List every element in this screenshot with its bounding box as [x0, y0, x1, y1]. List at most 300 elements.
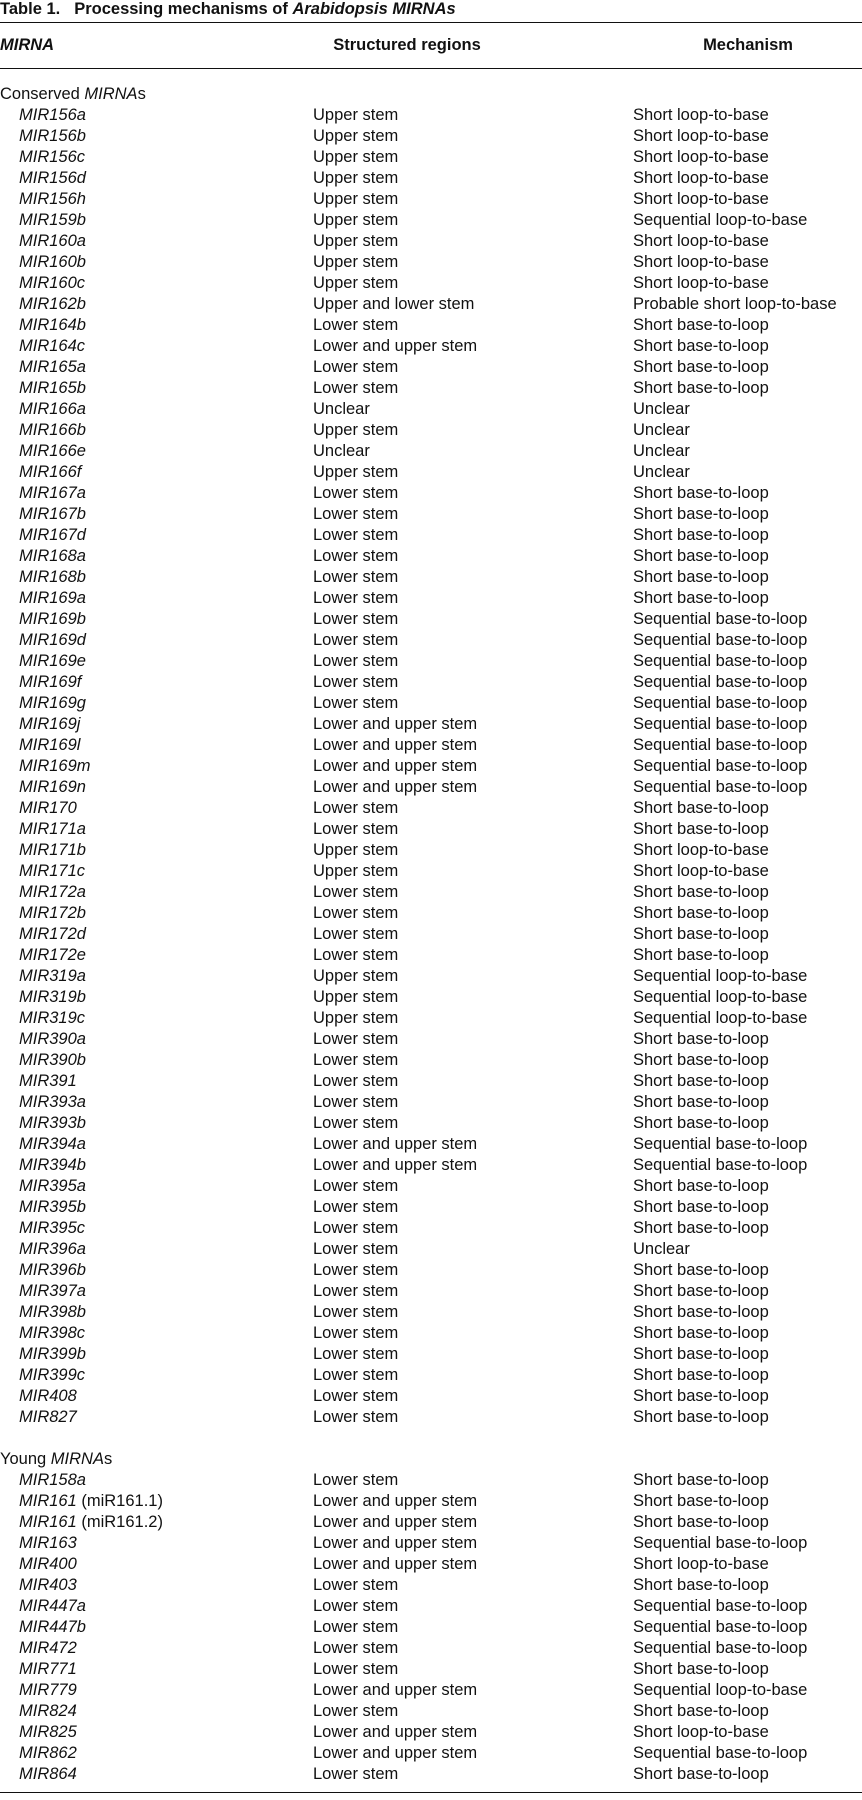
cell-structured-region: Lower and upper stem — [313, 715, 478, 733]
cell-mechanism: Sequential base-to-loop — [633, 673, 808, 691]
cell-mirna — [19, 126, 86, 147]
cell-mirna — [19, 1071, 77, 1092]
cell-structured-region: Lower and upper stem — [313, 1744, 478, 1762]
group-title-prefix: Young — [0, 1450, 51, 1468]
cell-mechanism: Sequential loop-to-base — [633, 1681, 808, 1699]
mirna-name: MIR447b — [19, 1618, 86, 1636]
mirna-name: MIR165b — [19, 379, 86, 397]
group-title-suffix: s — [137, 85, 146, 103]
cell-mechanism: Short loop-to-base — [633, 841, 769, 859]
cell-mechanism: Short base-to-loop — [633, 820, 769, 838]
cell-mirna — [19, 1029, 86, 1050]
cell-mirna — [19, 1701, 77, 1722]
mirna-name: MIR172d — [19, 925, 86, 943]
cell-mirna — [19, 1113, 86, 1134]
cell-mechanism: Short base-to-loop — [633, 1702, 769, 1720]
table-row — [0, 1575, 862, 1596]
column-header-regions: Structured regions — [333, 36, 481, 54]
cell-mechanism: Short loop-to-base — [633, 274, 769, 292]
cell-structured-region: Upper stem — [313, 127, 399, 145]
cell-structured-region: Lower stem — [313, 652, 399, 670]
cell-mechanism: Unclear — [633, 421, 690, 439]
cell-mirna — [19, 777, 86, 798]
cell-mirna — [19, 546, 86, 567]
mirna-name: MIR169j — [19, 715, 81, 733]
cell-structured-region: Lower stem — [313, 1324, 399, 1342]
cell-mechanism: Short base-to-loop — [633, 799, 769, 817]
cell-mirna — [19, 1092, 86, 1113]
table-row — [0, 1050, 862, 1071]
table-row — [0, 483, 862, 504]
table-row — [0, 966, 862, 987]
table-row — [0, 273, 862, 294]
table-row — [0, 1071, 862, 1092]
table-row — [0, 945, 862, 966]
cell-mirna — [19, 378, 86, 399]
table-caption-italic: Arabidopsis MIRNAs — [292, 0, 456, 18]
cell-mirna — [19, 1260, 86, 1281]
cell-mirna — [19, 735, 80, 756]
cell-structured-region: Upper stem — [313, 169, 399, 187]
mirna-name: MIR395c — [19, 1219, 86, 1237]
table-row — [0, 777, 862, 798]
cell-mirna — [19, 1050, 86, 1071]
cell-mechanism: Short base-to-loop — [633, 526, 769, 544]
table-row — [0, 588, 862, 609]
table-row — [0, 1743, 862, 1764]
cell-mechanism: Short base-to-loop — [633, 568, 769, 586]
table-row — [0, 672, 862, 693]
cell-mirna — [19, 1722, 77, 1743]
cell-mirna — [19, 1512, 163, 1533]
cell-structured-region: Upper stem — [313, 1009, 399, 1027]
cell-mirna — [19, 672, 81, 693]
table-row — [0, 1092, 862, 1113]
group-title — [0, 1449, 862, 1470]
cell-mirna — [19, 588, 86, 609]
cell-structured-region: Lower and upper stem — [313, 1681, 478, 1699]
cell-mirna — [19, 336, 85, 357]
cell-structured-region: Lower stem — [313, 883, 399, 901]
cell-structured-region: Lower and upper stem — [313, 757, 478, 775]
cell-mirna — [19, 1596, 86, 1617]
mirna-name: MIR399b — [19, 1345, 86, 1363]
cell-mechanism: Short base-to-loop — [633, 1366, 769, 1384]
cell-mechanism: Short loop-to-base — [633, 190, 769, 208]
cell-mechanism: Short loop-to-base — [633, 1723, 769, 1741]
table-row — [0, 1596, 862, 1617]
cell-structured-region: Lower stem — [313, 568, 399, 586]
cell-structured-region: Lower stem — [313, 631, 399, 649]
cell-mirna — [19, 231, 86, 252]
table-row — [0, 693, 862, 714]
table-row — [0, 1680, 862, 1701]
mirna-name: MIR396a — [19, 1240, 86, 1258]
mirna-name: MIR159b — [19, 211, 86, 229]
mirna-name: MIR162b — [19, 295, 86, 313]
cell-mirna — [19, 1575, 77, 1596]
table-row — [0, 126, 862, 147]
cell-mechanism: Short base-to-loop — [633, 316, 769, 334]
cell-structured-region: Lower stem — [313, 820, 399, 838]
mirna-name: MIR319c — [19, 1009, 86, 1027]
mirna-name: MIR390b — [19, 1051, 86, 1069]
cell-structured-region: Lower stem — [313, 1366, 399, 1384]
cell-structured-region: Upper stem — [313, 967, 399, 985]
cell-mirna — [19, 861, 85, 882]
cell-mechanism: Short base-to-loop — [633, 1030, 769, 1048]
cell-mechanism: Short base-to-loop — [633, 925, 769, 943]
cell-structured-region: Lower stem — [313, 799, 399, 817]
cell-mirna — [19, 273, 85, 294]
cell-structured-region: Lower stem — [313, 484, 399, 502]
table-row — [0, 798, 862, 819]
table-row — [0, 1470, 862, 1491]
cell-mirna — [19, 1239, 86, 1260]
cell-mirna — [19, 1365, 85, 1386]
cell-mechanism: Short loop-to-base — [633, 169, 769, 187]
mirna-name: MIR393b — [19, 1114, 86, 1132]
cell-structured-region: Lower and upper stem — [313, 337, 478, 355]
table-row — [0, 294, 862, 315]
cell-mechanism: Short base-to-loop — [633, 1345, 769, 1363]
mirna-name: MIR169a — [19, 589, 86, 607]
mirna-name: MIR172e — [19, 946, 86, 964]
cell-mechanism: Short loop-to-base — [633, 106, 769, 124]
cell-mirna — [19, 987, 86, 1008]
cell-structured-region: Unclear — [313, 442, 370, 460]
mirna-name: MIR158a — [19, 1471, 86, 1489]
mirna-extra: (miR161.2) — [76, 1513, 163, 1531]
mirna-name: MIR447a — [19, 1597, 86, 1615]
cell-mechanism: Sequential base-to-loop — [633, 652, 808, 670]
cell-structured-region: Lower and upper stem — [313, 1723, 478, 1741]
table-row — [0, 1239, 862, 1260]
mirna-name: MIR161 — [19, 1492, 77, 1510]
cell-mechanism: Short base-to-loop — [633, 547, 769, 565]
cell-mirna — [19, 567, 86, 588]
table-row — [0, 1722, 862, 1743]
table-body — [0, 84, 862, 1785]
cell-structured-region: Lower stem — [313, 1408, 399, 1426]
group-title — [0, 84, 862, 105]
mirna-name: MIR399c — [19, 1366, 86, 1384]
table-row — [0, 441, 862, 462]
mirna-name: MIR824 — [19, 1702, 77, 1720]
cell-mechanism: Short base-to-loop — [633, 1303, 769, 1321]
cell-mirna — [19, 1659, 77, 1680]
mirna-name: MIR166b — [19, 421, 86, 439]
mirna-name: MIR165a — [19, 358, 86, 376]
cell-structured-region: Lower stem — [313, 358, 399, 376]
cell-mechanism: Probable short loop-to-base — [633, 295, 837, 313]
cell-mirna — [19, 1386, 77, 1407]
table-row — [0, 357, 862, 378]
cell-structured-region: Lower stem — [313, 673, 399, 691]
cell-mirna — [19, 105, 86, 126]
cell-structured-region: Lower stem — [313, 1093, 399, 1111]
group-title-italic: MIRNA — [84, 85, 138, 103]
cell-structured-region: Lower and upper stem — [313, 1492, 478, 1510]
table-row — [0, 210, 862, 231]
cell-mirna — [19, 1134, 86, 1155]
table-row — [0, 1701, 862, 1722]
table-row — [0, 924, 862, 945]
cell-mirna — [19, 483, 86, 504]
mirna-name: MIR397a — [19, 1282, 86, 1300]
cell-structured-region: Lower and upper stem — [313, 736, 478, 754]
cell-mechanism: Sequential loop-to-base — [633, 967, 808, 985]
table-row — [0, 651, 862, 672]
cell-mirna — [19, 1197, 86, 1218]
mirna-name: MIR164b — [19, 316, 86, 334]
cell-mechanism: Sequential base-to-loop — [633, 631, 808, 649]
table-row — [0, 315, 862, 336]
cell-structured-region: Upper stem — [313, 988, 399, 1006]
table-row — [0, 1155, 862, 1176]
mirna-name: MIR169m — [19, 757, 91, 775]
cell-mirna — [19, 1638, 77, 1659]
column-header-mirna: MIRNA — [0, 36, 55, 54]
cell-mirna — [19, 147, 85, 168]
cell-mirna — [19, 924, 86, 945]
cell-structured-region: Upper stem — [313, 421, 399, 439]
mirna-name: MIR163 — [19, 1534, 77, 1552]
mirna-name: MIR156c — [19, 148, 86, 166]
table-row — [0, 1323, 862, 1344]
cell-mechanism: Sequential base-to-loop — [633, 610, 808, 628]
mirna-name: MIR161 — [19, 1513, 77, 1531]
mirna-name: MIR396b — [19, 1261, 86, 1279]
cell-mechanism: Short loop-to-base — [633, 232, 769, 250]
table-row — [0, 1134, 862, 1155]
table-row — [0, 399, 862, 420]
table-row — [0, 231, 862, 252]
cell-mechanism: Short base-to-loop — [633, 1177, 769, 1195]
cell-structured-region: Lower stem — [313, 1639, 399, 1657]
cell-mechanism: Sequential base-to-loop — [633, 1597, 808, 1615]
cell-mechanism: Sequential loop-to-base — [633, 211, 808, 229]
cell-mirna — [19, 651, 86, 672]
cell-mechanism: Short loop-to-base — [633, 127, 769, 145]
cell-structured-region: Lower and upper stem — [313, 778, 478, 796]
cell-structured-region: Lower and upper stem — [313, 1513, 478, 1531]
cell-structured-region: Lower stem — [313, 1051, 399, 1069]
cell-structured-region: Lower and upper stem — [313, 1156, 478, 1174]
cell-structured-region: Lower stem — [313, 1177, 399, 1195]
table-row — [0, 252, 862, 273]
cell-mechanism: Short base-to-loop — [633, 1408, 769, 1426]
cell-mechanism: Short base-to-loop — [633, 337, 769, 355]
cell-structured-region: Upper stem — [313, 211, 399, 229]
cell-mirna — [19, 1176, 86, 1197]
cell-mechanism: Short base-to-loop — [633, 1765, 769, 1783]
table-row — [0, 1764, 862, 1785]
cell-structured-region: Lower stem — [313, 1240, 399, 1258]
cell-structured-region: Lower stem — [313, 1030, 399, 1048]
table-row — [0, 735, 862, 756]
table-row — [0, 1260, 862, 1281]
table-row — [0, 1617, 862, 1638]
cell-mechanism: Unclear — [633, 442, 690, 460]
cell-mirna — [19, 1491, 163, 1512]
table-row — [0, 630, 862, 651]
cell-mirna — [19, 819, 86, 840]
cell-mechanism: Short base-to-loop — [633, 379, 769, 397]
cell-mechanism: Short base-to-loop — [633, 946, 769, 964]
mirna-name: MIR171b — [19, 841, 86, 859]
mirna-name: MIR167a — [19, 484, 86, 502]
cell-mirna — [19, 798, 77, 819]
mirna-name: MIR395a — [19, 1177, 86, 1195]
cell-mechanism: Short base-to-loop — [633, 1324, 769, 1342]
cell-mechanism: Short base-to-loop — [633, 1513, 769, 1531]
mirna-name: MIR400 — [19, 1555, 77, 1573]
cell-structured-region: Lower stem — [313, 694, 399, 712]
cell-mechanism: Sequential base-to-loop — [633, 1534, 808, 1552]
cell-structured-region: Lower stem — [313, 1303, 399, 1321]
mirna-extra: (miR161.1) — [76, 1492, 163, 1510]
mirna-name: MIR167b — [19, 505, 86, 523]
cell-structured-region: Lower stem — [313, 1576, 399, 1594]
cell-mirna — [19, 1323, 85, 1344]
cell-mirna — [19, 903, 86, 924]
table-row — [0, 1113, 862, 1134]
cell-mirna — [19, 525, 86, 546]
cell-mirna — [19, 756, 91, 777]
cell-structured-region: Lower stem — [313, 316, 399, 334]
cell-structured-region: Lower stem — [313, 904, 399, 922]
cell-mirna — [19, 1470, 86, 1491]
cell-mechanism: Sequential base-to-loop — [633, 1639, 808, 1657]
cell-mirna — [19, 399, 86, 420]
cell-mechanism: Short base-to-loop — [633, 1219, 769, 1237]
table-row — [0, 546, 862, 567]
cell-structured-region: Lower stem — [313, 946, 399, 964]
mirna-name: MIR864 — [19, 1765, 77, 1783]
mirna-name: MIR160c — [19, 274, 86, 292]
cell-structured-region: Upper stem — [313, 274, 399, 292]
table-row — [0, 147, 862, 168]
cell-mirna — [19, 189, 86, 210]
table-row — [0, 609, 862, 630]
table-row — [0, 1386, 862, 1407]
table-row — [0, 1533, 862, 1554]
table-row — [0, 819, 862, 840]
table-row — [0, 882, 862, 903]
table-row — [0, 105, 862, 126]
cell-structured-region: Lower stem — [313, 505, 399, 523]
cell-structured-region: Lower stem — [313, 925, 399, 943]
cell-structured-region: Upper stem — [313, 106, 399, 124]
cell-mechanism: Short base-to-loop — [633, 1471, 769, 1489]
mirna-name: MIR319b — [19, 988, 86, 1006]
mirna-name: MIR156d — [19, 169, 86, 187]
cell-mechanism: Short base-to-loop — [633, 883, 769, 901]
cell-structured-region: Lower stem — [313, 1261, 399, 1279]
group-title-italic: MIRNA — [50, 1450, 104, 1468]
cell-mirna — [19, 693, 86, 714]
cell-structured-region: Lower stem — [313, 1660, 399, 1678]
cell-mechanism: Sequential base-to-loop — [633, 1156, 808, 1174]
cell-structured-region: Upper stem — [313, 862, 399, 880]
cell-structured-region: Upper stem — [313, 148, 399, 166]
cell-structured-region: Upper stem — [313, 841, 399, 859]
cell-structured-region: Lower stem — [313, 1345, 399, 1363]
cell-mirna — [19, 1155, 86, 1176]
table-row — [0, 1365, 862, 1386]
cell-structured-region: Unclear — [313, 400, 370, 418]
table-row — [0, 336, 862, 357]
cell-mechanism: Short base-to-loop — [633, 1576, 769, 1594]
cell-mechanism: Short loop-to-base — [633, 253, 769, 271]
cell-mechanism: Short base-to-loop — [633, 1072, 769, 1090]
cell-mirna — [19, 504, 86, 525]
mirna-name: MIR825 — [19, 1723, 77, 1741]
mirna-name: MIR160b — [19, 253, 86, 271]
cell-mirna — [19, 441, 86, 462]
cell-mirna — [19, 315, 86, 336]
cell-structured-region: Upper stem — [313, 253, 399, 271]
cell-mechanism: Sequential base-to-loop — [633, 1744, 808, 1762]
mirna-name: MIR168a — [19, 547, 86, 565]
cell-mirna — [19, 945, 86, 966]
cell-structured-region: Lower stem — [313, 547, 399, 565]
table-row — [0, 168, 862, 189]
cell-structured-region: Lower stem — [313, 1597, 399, 1615]
table-row — [0, 378, 862, 399]
table-row — [0, 1407, 862, 1428]
table-row — [0, 861, 862, 882]
cell-mirna — [19, 1743, 77, 1764]
table-row — [0, 462, 862, 483]
mirna-name: MIR169d — [19, 631, 86, 649]
cell-mechanism: Short loop-to-base — [633, 862, 769, 880]
cell-structured-region: Lower and upper stem — [313, 1555, 478, 1573]
mirna-name: MIR398c — [19, 1324, 86, 1342]
mirna-name: MIR862 — [19, 1744, 77, 1762]
cell-mirna — [19, 714, 80, 735]
cell-mirna — [19, 1281, 86, 1302]
mirna-name: MIR408 — [19, 1387, 77, 1405]
cell-structured-region: Lower stem — [313, 526, 399, 544]
table-row — [0, 525, 862, 546]
cell-mirna — [19, 1008, 85, 1029]
cell-mechanism: Short base-to-loop — [633, 589, 769, 607]
mirna-name: MIR771 — [19, 1660, 77, 1678]
cell-structured-region: Lower stem — [313, 1198, 399, 1216]
cell-mechanism: Short base-to-loop — [633, 1387, 769, 1405]
mirna-name: MIR169l — [19, 736, 81, 754]
mirna-name: MIR166a — [19, 400, 86, 418]
cell-mirna — [19, 1533, 77, 1554]
mirna-name: MIR156b — [19, 127, 86, 145]
cell-mirna — [19, 252, 86, 273]
cell-mirna — [19, 1680, 77, 1701]
cell-structured-region: Lower stem — [313, 379, 399, 397]
cell-structured-region: Lower stem — [313, 1072, 399, 1090]
cell-mechanism: Sequential base-to-loop — [633, 778, 808, 796]
mirna-name: MIR169f — [19, 673, 82, 691]
cell-mirna — [19, 882, 86, 903]
cell-structured-region: Lower stem — [313, 610, 399, 628]
column-header-mechanism: Mechanism — [703, 36, 793, 54]
table-row — [0, 420, 862, 441]
cell-structured-region: Upper stem — [313, 463, 399, 481]
table-row — [0, 1512, 862, 1533]
mirna-name: MIR395b — [19, 1198, 86, 1216]
table-row — [0, 1197, 862, 1218]
